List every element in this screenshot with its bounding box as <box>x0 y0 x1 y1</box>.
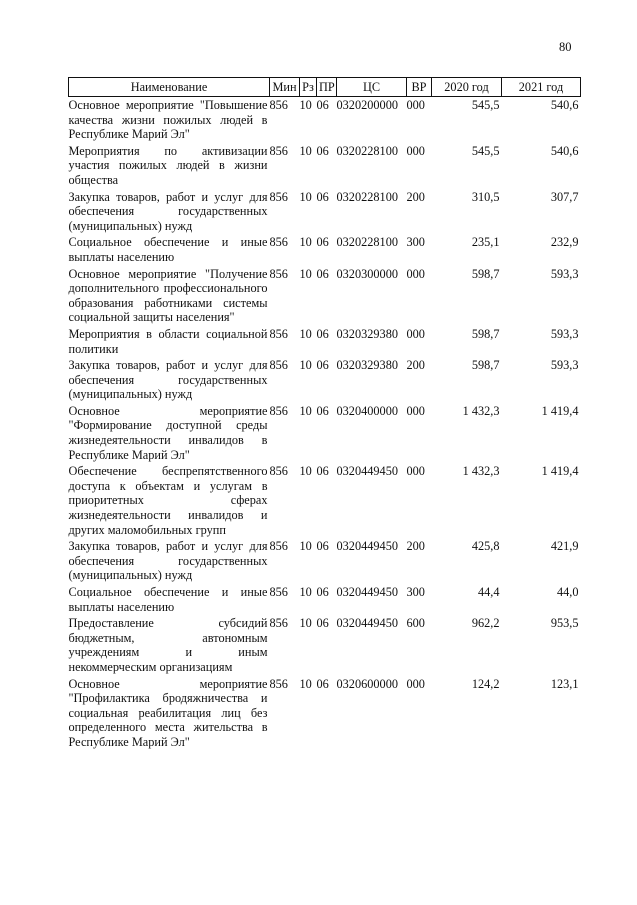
cell-2021: 593,3 <box>550 326 579 341</box>
cell-rz: 10 <box>299 143 312 158</box>
cell-2020: 310,5 <box>471 189 500 204</box>
page-number: 80 <box>559 40 572 54</box>
cell-2021: 44,0 <box>556 585 579 599</box>
cell-2020: 425,8 <box>471 539 500 554</box>
cell-cs: 0320449450 <box>336 464 398 479</box>
header-min: Мин <box>270 78 300 97</box>
cell-min: 856 <box>269 676 288 691</box>
cell-cs: 0320228100 <box>336 189 398 204</box>
cell-2021: 123,1 <box>550 676 579 691</box>
header-rz: Рз <box>300 78 317 97</box>
cell-cs: 0320329380 <box>336 326 398 341</box>
cell-2021: 421,9 <box>550 539 579 554</box>
cell-min: 856 <box>269 585 288 599</box>
cell-name: Основное мероприятие "Повышение качества жизни пожилых людей в Республике Марий Эл" <box>68 98 268 142</box>
cell-2020: 545,5 <box>471 143 500 158</box>
table-row <box>69 615 581 675</box>
cell-2020: 1 432,3 <box>462 464 500 479</box>
cell-vr: 300 <box>406 585 425 599</box>
header-vr: ВР <box>407 78 432 97</box>
cell-2020: 1 432,3 <box>462 403 500 418</box>
cell-pr: 06 <box>316 326 329 341</box>
cell-cs: 0320329380 <box>336 358 398 373</box>
cell-vr: 000 <box>406 143 425 158</box>
cell-name: Основное мероприятие "Получение дополнительного профессионального образования работниками системы социальной защиты населения" <box>68 266 268 325</box>
cell-name: Предоставление субсидий бюджетным, автономным учреждениям и иным некоммерческим организациям <box>68 616 268 674</box>
cell-cs: 0320228100 <box>336 235 398 250</box>
cell-min: 856 <box>269 235 288 250</box>
table-row <box>69 403 581 463</box>
cell-2020: 598,7 <box>471 266 500 281</box>
cell-pr: 06 <box>316 266 329 281</box>
cell-pr: 06 <box>316 143 329 158</box>
table-row <box>69 189 581 235</box>
table-row <box>69 676 581 751</box>
cell-cs: 0320449450 <box>336 539 398 554</box>
table-row <box>69 326 581 357</box>
table-body <box>69 97 581 751</box>
cell-vr: 200 <box>406 358 425 373</box>
cell-rz: 10 <box>299 403 312 418</box>
cell-name: Мероприятия по активизации участия пожилых людей в жизни общества <box>68 143 268 187</box>
cell-rz: 10 <box>299 189 312 204</box>
cell-cs: 0320228100 <box>336 143 398 158</box>
cell-vr: 000 <box>406 403 425 418</box>
cell-2020: 545,5 <box>471 98 500 112</box>
cell-min: 856 <box>269 143 288 158</box>
cell-min: 856 <box>269 464 288 479</box>
cell-2021: 1 419,4 <box>541 403 579 418</box>
cell-rz: 10 <box>299 539 312 554</box>
cell-2020: 44,4 <box>477 585 500 599</box>
cell-pr: 06 <box>316 235 329 250</box>
cell-vr: 000 <box>406 266 425 281</box>
cell-2020: 124,2 <box>471 676 500 691</box>
cell-name: Закупка товаров, работ и услуг для обеспечения государственных (муниципальных) нужд <box>68 539 268 583</box>
cell-min: 856 <box>269 358 288 373</box>
table-row <box>69 266 581 326</box>
cell-min: 856 <box>269 266 288 281</box>
cell-name: Социальное обеспечение и иные выплаты населению <box>68 235 268 264</box>
cell-rz: 10 <box>299 464 312 479</box>
cell-pr: 06 <box>316 464 329 479</box>
cell-min: 856 <box>269 539 288 554</box>
cell-cs: 0320449450 <box>336 616 398 631</box>
cell-2021: 540,6 <box>550 98 579 112</box>
cell-name: Закупка товаров, работ и услуг для обеспечения государственных (муниципальных) нужд <box>68 358 268 402</box>
cell-vr: 200 <box>406 539 425 554</box>
cell-cs: 0320600000 <box>336 676 398 691</box>
cell-rz: 10 <box>299 616 312 631</box>
table-header <box>69 78 581 97</box>
cell-name: Закупка товаров, работ и услуг для обеспечения государственных (муниципальных) нужд <box>68 189 268 233</box>
cell-pr: 06 <box>316 358 329 373</box>
cell-pr: 06 <box>316 616 329 631</box>
cell-cs: 0320300000 <box>336 266 398 281</box>
cell-2021: 1 419,4 <box>541 464 579 479</box>
cell-rz: 10 <box>299 98 312 112</box>
cell-vr: 000 <box>406 98 425 112</box>
cell-vr: 000 <box>406 326 425 341</box>
cell-rz: 10 <box>299 326 312 341</box>
cell-min: 856 <box>269 403 288 418</box>
cell-rz: 10 <box>299 358 312 373</box>
cell-2020: 598,7 <box>471 326 500 341</box>
budget-table <box>68 77 581 751</box>
cell-cs: 0320200000 <box>336 98 398 112</box>
cell-name: Социальное обеспечение и иные выплаты населению <box>68 585 268 614</box>
cell-cs: 0320400000 <box>336 403 398 418</box>
cell-name: Основное мероприятие "Формирование доступной среды жизнедеятельности инвалидов в Республике Марий Эл" <box>68 403 268 462</box>
cell-pr: 06 <box>316 98 329 112</box>
cell-2021: 953,5 <box>550 616 579 631</box>
cell-2021: 593,3 <box>550 358 579 373</box>
cell-2021: 307,7 <box>550 189 579 204</box>
cell-2020: 962,2 <box>471 616 500 631</box>
cell-vr: 000 <box>406 464 425 479</box>
table-row <box>69 357 581 403</box>
table-row <box>69 463 581 538</box>
cell-2021: 232,9 <box>550 235 579 250</box>
cell-min: 856 <box>269 616 288 631</box>
cell-2021: 593,3 <box>550 266 579 281</box>
cell-name: Мероприятия в области социальной политики <box>68 326 268 356</box>
header-pr: ПР <box>317 78 337 97</box>
cell-pr: 06 <box>316 189 329 204</box>
cell-min: 856 <box>269 98 288 112</box>
table-row <box>69 143 581 189</box>
header-name: Наименование <box>69 78 270 97</box>
cell-rz: 10 <box>299 676 312 691</box>
table-row <box>69 97 581 143</box>
cell-2021: 540,6 <box>550 143 579 158</box>
cell-rz: 10 <box>299 266 312 281</box>
cell-vr: 600 <box>406 616 425 631</box>
cell-name: Основное мероприятие "Профилактика бродяжничества и социальная реабилитация лиц без определенного места жительства в Республике Марий Эл" <box>68 676 268 749</box>
cell-rz: 10 <box>299 235 312 250</box>
cell-min: 856 <box>269 189 288 204</box>
cell-vr: 200 <box>406 189 425 204</box>
cell-cs: 0320449450 <box>336 585 398 599</box>
header-cs: ЦС <box>337 78 407 97</box>
cell-pr: 06 <box>316 676 329 691</box>
table-row <box>69 538 581 584</box>
cell-vr: 000 <box>406 676 425 691</box>
cell-2020: 598,7 <box>471 358 500 373</box>
cell-2020: 235,1 <box>471 235 500 250</box>
table-row <box>69 234 581 265</box>
cell-vr: 300 <box>406 235 425 250</box>
header-2020: 2020 год <box>432 78 502 97</box>
cell-rz: 10 <box>299 585 312 599</box>
cell-min: 856 <box>269 326 288 341</box>
header-2021: 2021 год <box>502 78 581 97</box>
cell-pr: 06 <box>316 403 329 418</box>
cell-pr: 06 <box>316 585 329 599</box>
cell-pr: 06 <box>316 539 329 554</box>
table-row <box>69 584 581 615</box>
cell-name: Обеспечение беспрепятственного доступа к объектам и услугам в приоритетных сферах жизнедеятельности инвалидов и других маломобильных групп <box>68 464 268 537</box>
